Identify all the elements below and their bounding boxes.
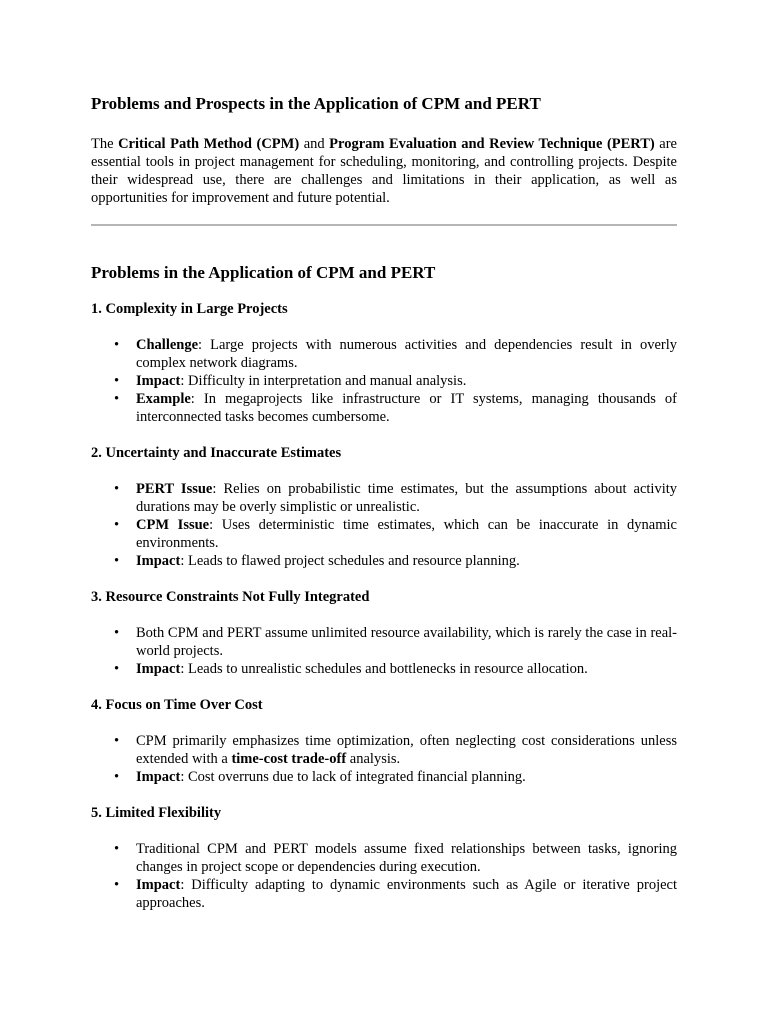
list-item: • Impact: Leads to flawed project schedules and resource planning.	[136, 552, 677, 570]
problem-heading-4: 4. Focus on Time Over Cost	[91, 697, 263, 713]
section-title: Problems in the Application of CPM and PERT	[91, 263, 436, 282]
list-item: • Impact: Difficulty adapting to dynamic environments such as Agile or iterative project approaches.	[136, 876, 677, 912]
document-title: Problems and Prospects in the Application of CPM and PERT	[91, 94, 541, 113]
problem-heading-2: 2. Uncertainty and Inaccurate Estimates	[91, 445, 342, 461]
intro-paragraph: The Critical Path Method (CPM) and Program Evaluation and Review Technique (PERT) are essential tools in project management for scheduling, monitoring, and controlling projects. Despite their widespread use, there are challenges and limitations in their application, as well as opportunities for improvement and future potential.	[91, 136, 677, 206]
problem-list-3	[91, 624, 677, 678]
problem-list-1	[91, 336, 677, 426]
list-item: • Example: In megaprojects like infrastructure or IT systems, managing thousands of interconnected tasks becomes cumbersome.	[136, 390, 677, 426]
list-item: • Impact: Leads to unrealistic schedules and bottlenecks in resource allocation.	[136, 660, 677, 678]
list-item: • Impact: Difficulty in interpretation and manual analysis.	[136, 372, 677, 390]
problem-list-4	[91, 732, 677, 786]
horizontal-divider	[91, 224, 677, 226]
problem-list-2	[91, 480, 677, 570]
list-item: • Challenge: Large projects with numerous activities and dependencies result in overly complex network diagrams.	[136, 336, 677, 372]
problem-heading-5: 5. Limited Flexibility	[91, 805, 222, 821]
list-item: • PERT Issue: Relies on probabilistic time estimates, but the assumptions about activity durations may be overly simplistic or unrealistic.	[136, 480, 677, 516]
list-item: • Traditional CPM and PERT models assume fixed relationships between tasks, ignoring changes in project scope or dependencies during execution.	[136, 840, 677, 876]
list-item: • Both CPM and PERT assume unlimited resource availability, which is rarely the case in real-world projects.	[136, 624, 677, 660]
problem-heading-3: 3. Resource Constraints Not Fully Integrated	[91, 589, 370, 605]
list-item: • Impact: Cost overruns due to lack of integrated financial planning.	[136, 768, 677, 786]
list-item: • CPM primarily emphasizes time optimization, often neglecting cost considerations unless extended with a time-cost trade-off analysis.	[136, 732, 677, 768]
list-item: • CPM Issue: Uses deterministic time estimates, which can be inaccurate in dynamic environments.	[136, 516, 677, 552]
problem-list-5	[91, 840, 677, 912]
problem-heading-1: 1. Complexity in Large Projects	[91, 301, 288, 317]
